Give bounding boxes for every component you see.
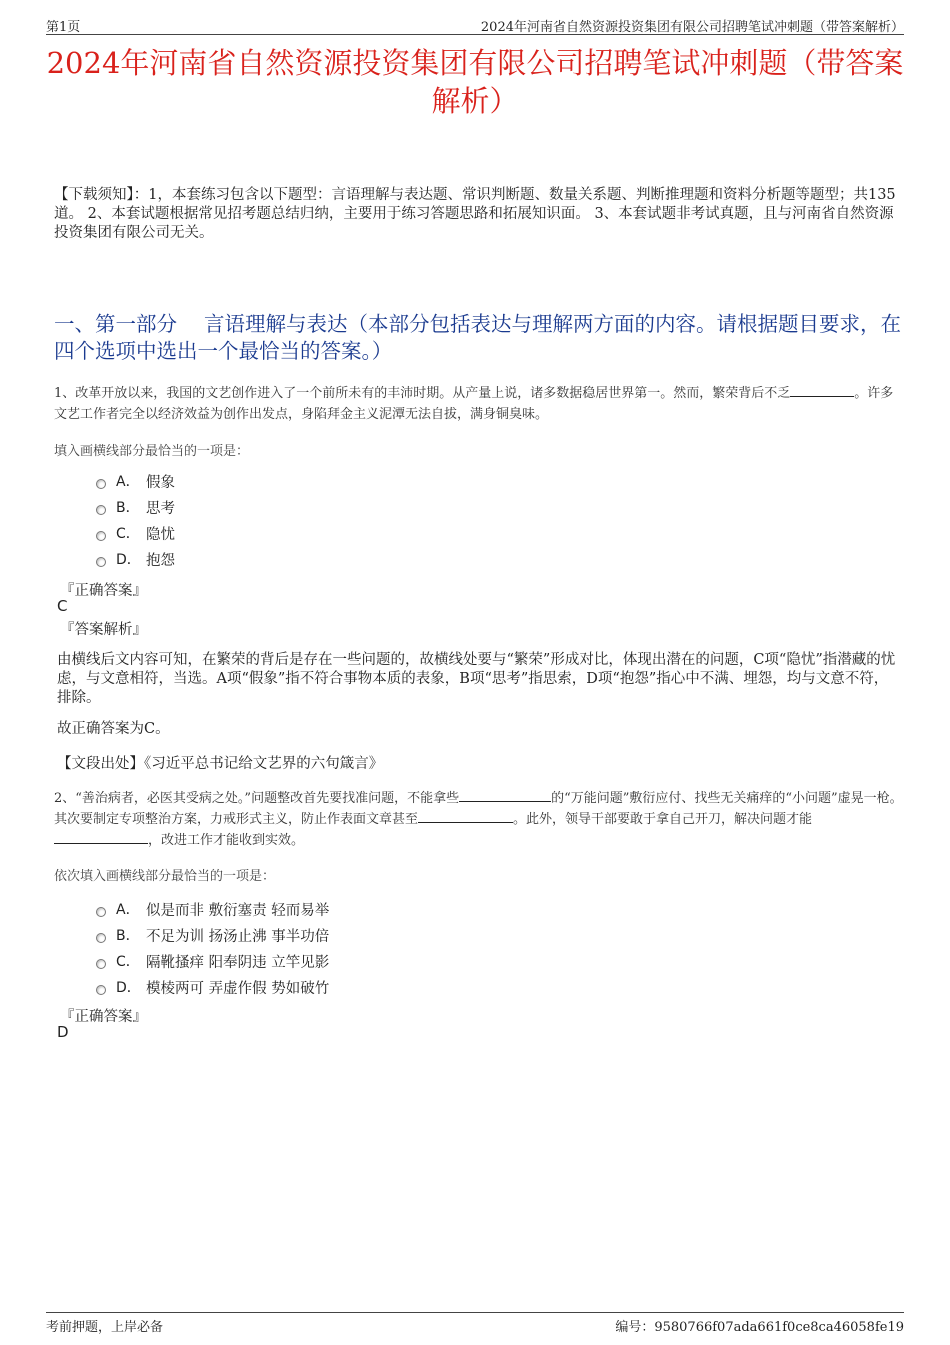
page-footer xyxy=(46,1312,904,1335)
fill-blank xyxy=(418,810,513,823)
fill-blank xyxy=(459,789,551,802)
radio-icon[interactable] xyxy=(96,933,106,943)
radio-icon[interactable] xyxy=(96,505,106,515)
analysis-label: 『答案解析』 xyxy=(60,622,147,638)
footer-doc-id: 编号：9580766f07ada661f0ce8ca46058fe19 xyxy=(615,1320,904,1335)
section-title: 一、第一部分 言语理解与表达（本部分包括表达与理解两方面的内容。请根据题目要求，在四个选项中选出一个最恰当的答案。） xyxy=(54,312,902,363)
option-b[interactable]: B． 思考 xyxy=(96,494,175,520)
question-2-stem: 2、“善治病者，必医其受病之处。”问题整改首先要找准问题，不能拿些 的“万能问题”敷衍应付、找些无关痛痒的“小问题”虚晃一枪。其次要制定专项整治方案，力戒形式主义，防止作表面文章甚至 。此外，领导干部要敢于拿自己开刀，解决问题才能，改进工作才能收到实效。 xyxy=(54,791,903,848)
option-c[interactable]: C． 隐忧 xyxy=(96,520,175,546)
radio-icon[interactable] xyxy=(96,531,106,541)
question-1-options xyxy=(96,468,175,572)
option-d[interactable]: D． 抱怨 xyxy=(96,546,175,572)
page-header xyxy=(46,14,904,35)
question-2-prompt: 依次填入画横线部分最恰当的一项是： xyxy=(54,869,276,884)
option-b[interactable]: B． 不足为训 扬汤止沸 事半功倍 xyxy=(96,922,329,948)
answer-analysis: 由横线后文内容可知，在繁荣的背后是存在一些问题的，故横线处要与“繁荣”形成对比，体现出潜在的问题，C项“隐忧”指潜藏的忧虑，与文意相符，当选。A项“假象”指不符合事物本质的表象，B项“思考”指思索，D项“抱怨”指心中不满、埋怨，均与文意不符，排除。 xyxy=(57,652,896,706)
correct-answer: D xyxy=(57,1023,69,1041)
radio-icon[interactable] xyxy=(96,985,106,995)
header-doc-title: 2024年河南省自然资源投资集团有限公司招聘笔试冲刺题（带答案解析） xyxy=(480,20,904,35)
radio-icon[interactable] xyxy=(96,907,106,917)
answer-label: 『正确答案』 xyxy=(60,583,147,599)
option-a[interactable]: A． 似是而非 敷衍塞责 轻而易举 xyxy=(96,896,329,922)
question-2-options xyxy=(96,896,329,1000)
footer-slogan: 考前押题，上岸必备 xyxy=(46,1320,164,1335)
fill-blank xyxy=(54,831,148,844)
question-1-stem: 1、改革开放以来，我国的文艺创作进入了一个前所未有的丰沛时期。从产量上说，诸多数据稳居世界第一。然而，繁荣背后不乏 。许多文艺工作者完全以经济效益为创作出发点，身陷拜金主义泥潭无法自拔，满身铜臭味。 xyxy=(54,386,894,422)
page-title: 2024年河南省自然资源投资集团有限公司招聘笔试冲刺题（带答案解析） xyxy=(46,46,904,118)
fill-blank xyxy=(790,384,854,397)
question-1-prompt: 填入画横线部分最恰当的一项是： xyxy=(54,444,250,459)
text-source: 【文段出处】《习近平总书记给文艺界的六句箴言》 xyxy=(57,756,384,772)
answer-label: 『正确答案』 xyxy=(60,1009,147,1025)
radio-icon[interactable] xyxy=(96,479,106,489)
answer-conclusion: 故正确答案为C。 xyxy=(57,721,170,737)
radio-icon[interactable] xyxy=(96,557,106,567)
option-d[interactable]: D． 模棱两可 弄虚作假 势如破竹 xyxy=(96,974,329,1000)
radio-icon[interactable] xyxy=(96,959,106,969)
option-a[interactable]: A． 假象 xyxy=(96,468,175,494)
page-number: 第1页 xyxy=(46,20,81,35)
download-notice: 【下载须知】：1，本套练习包含以下题型：言语理解与表达题、常识判断题、数量关系题、判断推理题和资料分析题等题型；共135道。 2、本套试题根据常见招考题总结归纳，主要用于练习答题思路和拓展知识面。 3、本套试题非考试真题，且与河南省自然资源投资集团有限公司无关。 xyxy=(54,187,896,241)
option-c[interactable]: C． 隔靴搔痒 阳奉阴违 立竿见影 xyxy=(96,948,329,974)
correct-answer: C xyxy=(57,597,68,615)
